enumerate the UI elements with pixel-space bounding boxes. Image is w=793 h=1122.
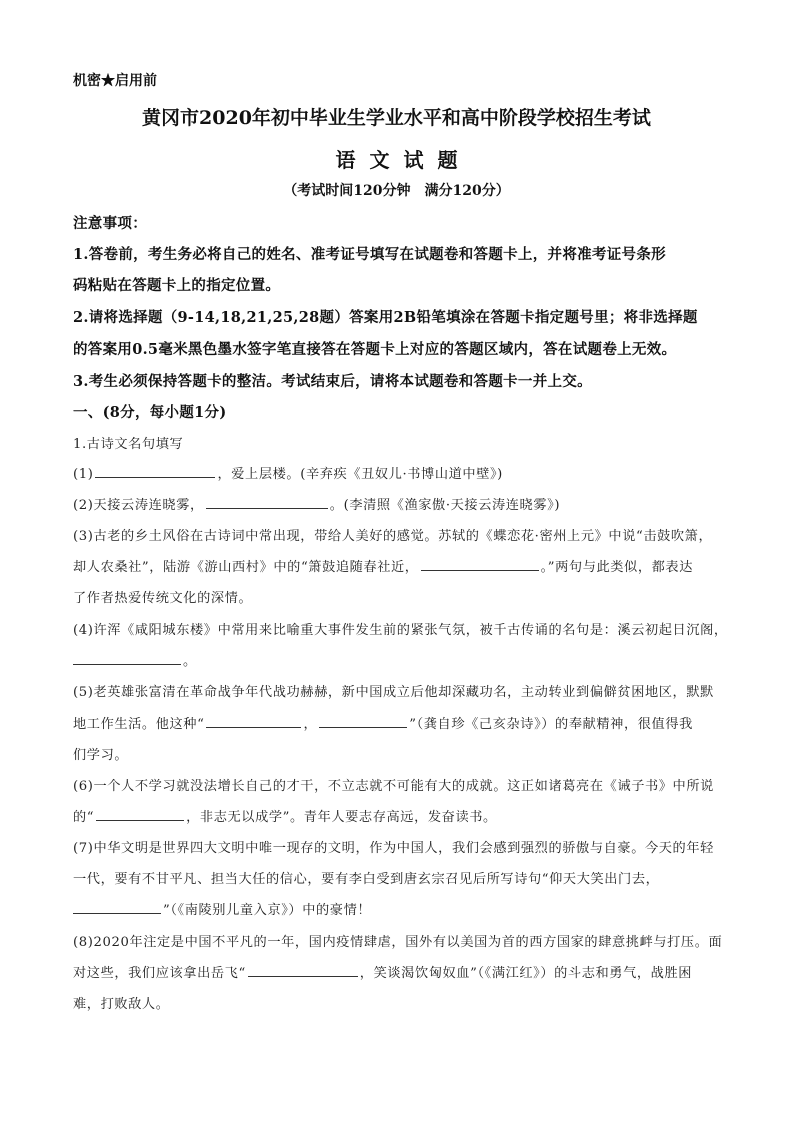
note-line: 的答案用0.5毫米黑色墨水签字笔直接答在答题卡上对应的答题区域内，答在试题卷上无效。 <box>73 341 677 358</box>
subject-title: 语文试题 <box>335 148 472 172</box>
q6-line1: (6)一个人不学习就没法增长自己的才干，不立志就不可能有大的成就。这正如诸葛亮在《诫子书》中所说 <box>73 779 714 794</box>
answer-blank[interactable] <box>73 912 161 914</box>
q1-suffix: ，爱上层楼。(辛弃疾《丑奴儿·书博山道中壁》) <box>217 467 503 482</box>
confidential-label: 机密★启用前 <box>73 73 157 89</box>
q5-suffix: ”（龚自珍《己亥杂诗》）的奉献精神，很值得我 <box>409 717 693 732</box>
q6-suffix: ，非志无以成学”。青年人要志存高远，发奋读书。 <box>186 810 497 825</box>
question-1-7 <box>73 899 371 918</box>
q5-line3: 们学习。 <box>73 748 129 763</box>
section-heading: 一、(8分，每小题1分) <box>73 404 227 421</box>
q2-suffix: 。(李清照《渔家傲·天接云涛连晓雾》) <box>329 498 561 513</box>
q3-line1: (3)古老的乡土风俗在古诗词中常出现，带给人美好的感觉。苏轼的《蝶恋花·密州上元》中说“击鼓吹箫， <box>73 529 713 544</box>
exam-time-info: （考试时间120分钟 满分120分） <box>283 183 510 199</box>
answer-blank[interactable] <box>206 726 301 728</box>
question-1-3 <box>73 556 693 575</box>
question-1-5 <box>73 713 693 732</box>
q5-line1: (5)老英雄张富清在革命战争年代战功赫赫，新中国成立后他却深藏功名，主动转业到偏僻贫困地区，默默 <box>73 685 714 700</box>
q2-prefix: (2)天接云涛连晓雾， <box>73 498 204 513</box>
q7-line1: (7)中华文明是世界四大文明中唯一现存的文明，作为中国人，我们会感到强烈的骄傲与自豪。今天的年轻 <box>73 841 714 856</box>
q8-prefix: 对这些，我们应该拿出岳飞“ <box>73 966 246 981</box>
note-line: 2.请将选择题（9-14,18,21,25,28题）答案用2B铅笔填涂在答题卡指定题号里；将非选择题 <box>73 309 698 326</box>
note-line: 码粘贴在答题卡上的指定位置。 <box>73 277 281 294</box>
q5-prefix: 地工作生活。他这种“ <box>73 717 205 732</box>
question-1-8 <box>73 962 692 981</box>
notes-heading: 注意事项： <box>73 215 147 232</box>
answer-blank[interactable] <box>95 476 215 478</box>
note-line: 1.答卷前，考生务必将自己的姓名、准考证号填写在试题卷和答题卡上，并将准考证号条形 <box>73 246 666 263</box>
answer-blank[interactable] <box>206 507 328 509</box>
question-1-6 <box>73 806 497 825</box>
answer-blank[interactable] <box>96 819 184 821</box>
q5-middle: ， <box>303 717 318 732</box>
q3-line3: 了作者热爱传统文化的深情。 <box>73 591 253 606</box>
note-line: 3.考生必须保持答题卡的整洁。考试结束后，请将本试题卷和答题卡一并上交。 <box>73 373 592 390</box>
q7-line2: 一代，要有不甘平凡、担当大任的信心，要有李白受到唐玄宗召见后所写诗句“仰天大笑出门去， <box>73 872 660 887</box>
q4-line1: (4)许浑《咸阳城东楼》中常用来比喻重大事件发生前的紧张气氛，被千古传诵的名句是：溪云初起日沉阁， <box>73 623 728 638</box>
answer-blank[interactable] <box>421 569 539 571</box>
q6-prefix: 的“ <box>73 810 95 825</box>
answer-blank[interactable] <box>73 663 181 665</box>
question-1-4 <box>73 650 197 669</box>
q3-prefix: 却人农桑社”，陆游《游山西村》中的“箫鼓追随春社近， <box>73 560 419 575</box>
question-title: 1.古诗文名句填写 <box>73 437 184 452</box>
question-1-2 <box>73 494 560 513</box>
q8-line3: 难，打败敌人。 <box>73 997 170 1012</box>
q4-suffix: 。 <box>183 654 197 669</box>
q8-line1: (8)2020年注定是中国不平凡的一年，国内疫情肆虐，国外有以美国为首的西方国家的肆意挑衅与打压。面 <box>73 935 723 950</box>
q8-suffix: ，笑谈渴饮匈奴血”（《满江红》）的斗志和勇气，战胜困 <box>359 966 693 981</box>
exam-title: 黄冈市2020年初中毕业生学业水平和高中阶段学校招生考试 <box>142 107 651 129</box>
question-1-1 <box>73 463 503 482</box>
answer-blank[interactable] <box>319 726 407 728</box>
q3-suffix: 。”两句与此类似，都表达 <box>540 560 693 575</box>
q7-suffix: ”（《南陵别儿童入京》）中的豪情！ <box>163 903 372 918</box>
answer-blank[interactable] <box>248 975 358 977</box>
q1-prefix: (1) <box>73 467 94 482</box>
